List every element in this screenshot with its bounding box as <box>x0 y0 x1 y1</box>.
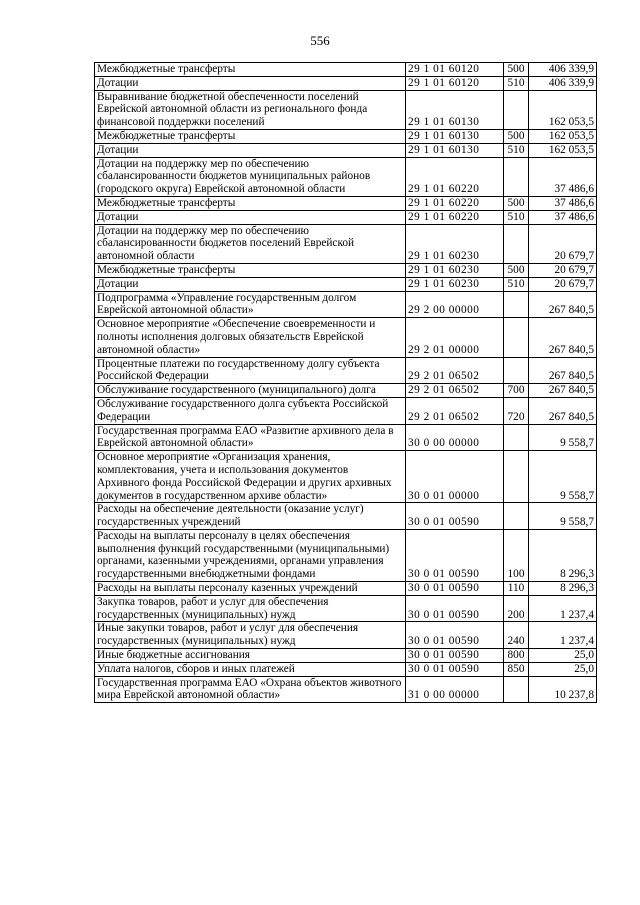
row-code: 29 1 01 60230 <box>406 277 504 291</box>
table-row <box>95 357 597 384</box>
row-expense-type <box>504 424 529 451</box>
row-code: 30 0 01 00590 <box>406 529 504 581</box>
row-expense-type <box>504 157 529 196</box>
row-name: Основное мероприятие «Организация хранения, комплектования, учета и использования документов Архивного фонда Российской Федерации и других архивных документов в государственном архиве области» <box>95 451 406 503</box>
row-expense-type: 110 <box>504 582 529 596</box>
row-code: 29 2 01 06502 <box>406 384 504 398</box>
row-code: 30 0 01 00000 <box>406 451 504 503</box>
row-code: 29 2 01 06502 <box>406 357 504 384</box>
page-number: 556 <box>310 33 330 48</box>
table-row <box>95 63 597 77</box>
row-code: 30 0 00 00000 <box>406 424 504 451</box>
row-expense-type <box>504 357 529 384</box>
row-expense-type <box>504 90 529 129</box>
row-code: 29 1 01 60230 <box>406 263 504 277</box>
row-code: 29 1 01 60130 <box>406 143 504 157</box>
row-sum: 37 486,6 <box>529 157 597 196</box>
row-expense-type: 200 <box>504 595 529 622</box>
row-name: Межбюджетные трансферты <box>95 196 406 210</box>
row-name: Обслуживание государственного (муниципального) долга <box>95 384 406 398</box>
row-name: Расходы на выплаты персоналу казенных учреждений <box>95 582 406 596</box>
row-code: 29 1 01 60230 <box>406 224 504 263</box>
row-sum: 10 237,8 <box>529 676 597 703</box>
row-name: Иные закупки товаров, работ и услуг для обеспечения государственных (муниципальных) нужд <box>95 622 406 649</box>
row-expense-type: 500 <box>504 196 529 210</box>
row-sum: 25,0 <box>529 649 597 663</box>
table-row <box>95 384 597 398</box>
row-expense-type <box>504 291 529 318</box>
table-row <box>95 143 597 157</box>
table-row <box>95 451 597 503</box>
table-row <box>95 582 597 596</box>
row-sum: 9 558,7 <box>529 424 597 451</box>
row-code: 30 0 01 00590 <box>406 582 504 596</box>
row-expense-type <box>504 224 529 263</box>
row-name: Основное мероприятие «Обеспечение своевременности и полноты исполнения долговых обязательств Еврейской автономной области» <box>95 318 406 357</box>
row-expense-type: 500 <box>504 263 529 277</box>
row-expense-type: 700 <box>504 384 529 398</box>
row-sum: 20 679,7 <box>529 263 597 277</box>
row-name: Выравнивание бюджетной обеспеченности поселений Еврейской автономной области из регионального фонда финансовой поддержки поселений <box>95 90 406 129</box>
row-code: 30 0 01 00590 <box>406 622 504 649</box>
row-name: Государственная программа ЕАО «Охрана объектов животного мира Еврейской автономной области» <box>95 676 406 703</box>
table-row <box>95 676 597 703</box>
row-sum: 1 237,4 <box>529 595 597 622</box>
row-sum: 267 840,5 <box>529 384 597 398</box>
row-name: Процентные платежи по государственному долгу субъекта Российской Федерации <box>95 357 406 384</box>
row-code: 29 1 01 60130 <box>406 129 504 143</box>
row-expense-type: 510 <box>504 143 529 157</box>
table-row <box>95 210 597 224</box>
row-code: 30 0 01 00590 <box>406 662 504 676</box>
row-name: Дотации <box>95 143 406 157</box>
table-row <box>95 291 597 318</box>
row-name: Дотации на поддержку мер по обеспечению сбалансированности бюджетов поселений Еврейской автономной области <box>95 224 406 263</box>
table-row <box>95 76 597 90</box>
row-code: 29 2 01 06502 <box>406 397 504 424</box>
row-expense-type: 500 <box>504 129 529 143</box>
row-code: 31 0 00 00000 <box>406 676 504 703</box>
row-expense-type: 720 <box>504 397 529 424</box>
row-sum: 9 558,7 <box>529 503 597 530</box>
table-row <box>95 397 597 424</box>
row-expense-type: 510 <box>504 76 529 90</box>
table-row <box>95 662 597 676</box>
row-expense-type <box>504 318 529 357</box>
table-row <box>95 129 597 143</box>
row-expense-type: 510 <box>504 277 529 291</box>
table-row <box>95 224 597 263</box>
table-row <box>95 90 597 129</box>
row-name: Межбюджетные трансферты <box>95 63 406 77</box>
table-row <box>95 318 597 357</box>
row-sum: 267 840,5 <box>529 318 597 357</box>
row-expense-type <box>504 503 529 530</box>
row-expense-type: 100 <box>504 529 529 581</box>
row-sum: 267 840,5 <box>529 357 597 384</box>
row-expense-type: 800 <box>504 649 529 663</box>
row-expense-type <box>504 676 529 703</box>
row-code: 30 0 01 00590 <box>406 595 504 622</box>
row-expense-type <box>504 451 529 503</box>
row-code: 30 0 01 00590 <box>406 503 504 530</box>
row-sum: 37 486,6 <box>529 210 597 224</box>
row-name: Расходы на обеспечение деятельности (оказание услуг) государственных учреждений <box>95 503 406 530</box>
row-sum: 162 053,5 <box>529 143 597 157</box>
row-sum: 8 296,3 <box>529 529 597 581</box>
row-sum: 406 339,9 <box>529 76 597 90</box>
row-sum: 37 486,6 <box>529 196 597 210</box>
budget-table <box>94 62 597 703</box>
row-name: Иные бюджетные ассигнования <box>95 649 406 663</box>
budget-table-body <box>95 63 597 703</box>
row-sum: 9 558,7 <box>529 451 597 503</box>
row-name: Межбюджетные трансферты <box>95 263 406 277</box>
row-name: Дотации <box>95 76 406 90</box>
row-name: Межбюджетные трансферты <box>95 129 406 143</box>
row-sum: 8 296,3 <box>529 582 597 596</box>
row-code: 29 2 01 00000 <box>406 318 504 357</box>
row-name: Уплата налогов, сборов и иных платежей <box>95 662 406 676</box>
row-sum: 267 840,5 <box>529 291 597 318</box>
row-code: 29 1 01 60220 <box>406 210 504 224</box>
row-code: 29 1 01 60120 <box>406 63 504 77</box>
row-sum: 406 339,9 <box>529 63 597 77</box>
table-row <box>95 622 597 649</box>
table-row <box>95 595 597 622</box>
row-name: Обслуживание государственного долга субъекта Российской Федерации <box>95 397 406 424</box>
row-name: Дотации на поддержку мер по обеспечению сбалансированности бюджетов муниципальных районов (городского округа) Еврейской автономной области <box>95 157 406 196</box>
row-sum: 1 237,4 <box>529 622 597 649</box>
row-name: Дотации <box>95 210 406 224</box>
table-row <box>95 649 597 663</box>
row-name: Дотации <box>95 277 406 291</box>
row-code: 29 1 01 60120 <box>406 76 504 90</box>
row-code: 29 2 00 00000 <box>406 291 504 318</box>
row-sum: 20 679,7 <box>529 277 597 291</box>
row-expense-type: 240 <box>504 622 529 649</box>
row-code: 29 1 01 60220 <box>406 157 504 196</box>
row-sum: 162 053,5 <box>529 129 597 143</box>
table-row <box>95 277 597 291</box>
table-row <box>95 157 597 196</box>
row-code: 30 0 01 00590 <box>406 649 504 663</box>
table-row <box>95 529 597 581</box>
table-row <box>95 503 597 530</box>
row-sum: 20 679,7 <box>529 224 597 263</box>
row-sum: 162 053,5 <box>529 90 597 129</box>
row-sum: 25,0 <box>529 662 597 676</box>
row-name: Закупка товаров, работ и услуг для обеспечения государственных (муниципальных) нужд <box>95 595 406 622</box>
row-name: Подпрограмма «Управление государственным долгом Еврейской автономной области» <box>95 291 406 318</box>
row-name: Государственная программа ЕАО «Развитие архивного дела в Еврейской автономной области» <box>95 424 406 451</box>
table-row <box>95 196 597 210</box>
table-row <box>95 424 597 451</box>
row-expense-type: 850 <box>504 662 529 676</box>
row-expense-type: 500 <box>504 63 529 77</box>
row-code: 29 1 01 60220 <box>406 196 504 210</box>
table-row <box>95 263 597 277</box>
row-sum: 267 840,5 <box>529 397 597 424</box>
row-code: 29 1 01 60130 <box>406 90 504 129</box>
row-expense-type: 510 <box>504 210 529 224</box>
row-name: Расходы на выплаты персоналу в целях обеспечения выполнения функций государственными (муниципальными) органами, казенными учреждениями, органами управления государственными внебюджетными фондами <box>95 529 406 581</box>
